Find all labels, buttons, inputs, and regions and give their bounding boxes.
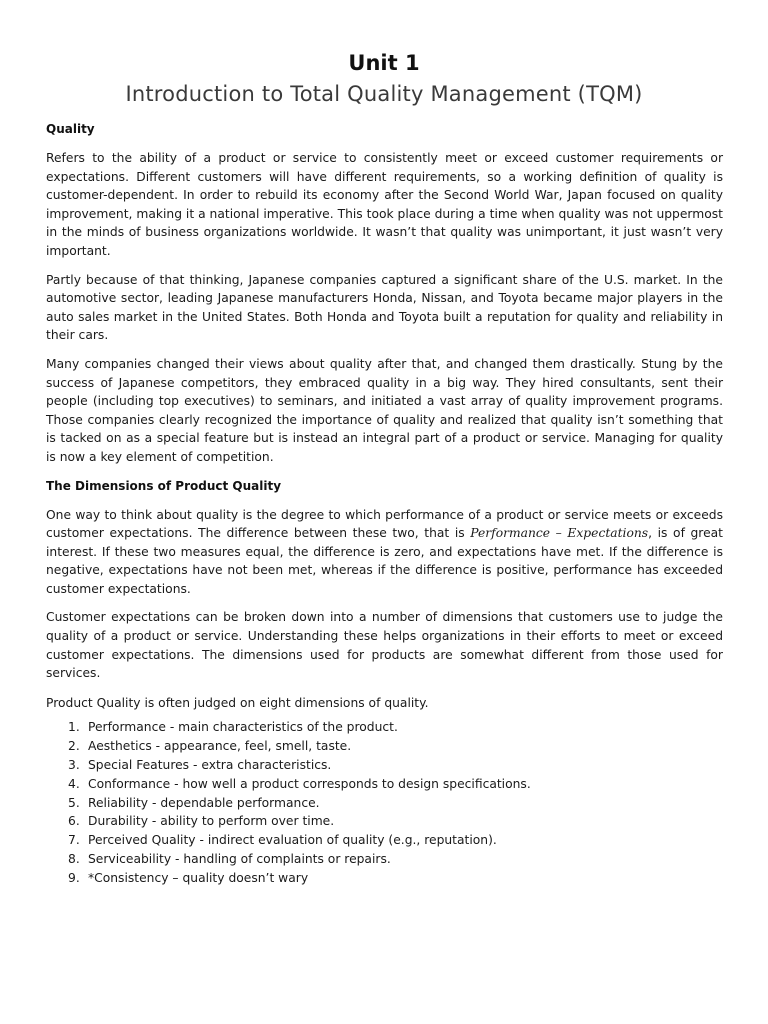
section-heading-dimensions: The Dimensions of Product Quality (46, 478, 282, 493)
unit-heading: Unit 1 (348, 51, 420, 75)
formula-performance-expectations: Performance – Expectations (470, 526, 649, 541)
list-item-number: 8. (68, 852, 80, 867)
list-item-text: Aesthetics - appearance, feel, smell, taste. (88, 739, 352, 754)
list-item-number: 5. (68, 795, 80, 810)
page-title: Introduction to Total Quality Management (TQM) (125, 82, 643, 106)
paragraph-quality-definition: Refers to the ability of a product or service to consistently meet or exceed customer requirements or expectations. Different customers will have different requirements, so a working definition of quality is customer-dependent. In order to rebuild its economy after the Second World War, Japan focused on quality improvement, making it a national imperative. This took place during a time when quality was not uppermost in the minds of business organizations worldwide. It wasn’t that quality was unimportant, it just wasn’t very important. (46, 151, 723, 258)
list-item-number: 6. (68, 814, 80, 829)
list-item (68, 812, 723, 831)
paragraph-performance-expectations (46, 506, 723, 599)
list-item (68, 718, 723, 737)
list-item (68, 831, 723, 850)
list-item-number: 2. (68, 739, 80, 754)
list-item (68, 869, 723, 888)
list-item (68, 794, 723, 813)
list-item-number: 7. (68, 833, 80, 848)
paragraph-text-after-formula: , is of great interest. If these two measures equal, the difference is zero, and expectations have met. If the difference is negative, expectations have not been met, whereas if the difference is positive, performance has exceeded customer expectations. (46, 526, 724, 596)
paragraph-companies-changed: Many companies changed their views about quality after that, and changed them drastically. Stung by the success of Japanese competitors, they embraced quality in a big way. They hired consultants, sent their people (including top executives) to seminars, and initiated a vast array of quality improvement programs. Those companies clearly recognized the importance of quality and realized that quality isn’t something that is tacked on as a special feature but is instead an integral part of a product or service. Managing for quality is now a key element of competition. (46, 356, 723, 464)
list-item-text: Reliability - dependable performance. (88, 795, 320, 810)
list-item-number: 3. (68, 758, 80, 773)
list-item (68, 737, 723, 756)
list-item-text: Special Features - extra characteristics. (88, 758, 332, 773)
list-item-text: *Consistency – quality doesn’t wary (88, 870, 309, 885)
list-intro: Product Quality is often judged on eight dimensions of quality. (46, 695, 429, 710)
document-body (46, 121, 723, 888)
paragraph-customer-expectations: Customer expectations can be broken down into a number of dimensions that customers use to judge the quality of a product or service. Understanding these helps organizations in their efforts to meet or exceed customer expectations. The dimensions used for products are somewhat different from those used for services. (46, 610, 723, 681)
list-item-number: 1. (68, 720, 80, 735)
list-item (68, 850, 723, 869)
list-item-number: 4. (68, 776, 80, 791)
list-item (68, 756, 723, 775)
paragraph-japanese-market: Partly because of that thinking, Japanese companies captured a significant share of the U.S. market. In the automotive sector, leading Japanese manufacturers Honda, Nissan, and Toyota became major players in the auto sales market in the United States. Both Honda and Toyota built a reputation for quality and reliability in their cars. (46, 272, 723, 343)
list-item-text: Serviceability - handling of complaints or repairs. (88, 852, 391, 867)
list-item-number: 9. (68, 870, 80, 885)
list-item-text: Perceived Quality - indirect evaluation of quality (e.g., reputation). (88, 833, 497, 848)
list-item-text: Performance - main characteristics of the product. (88, 720, 398, 735)
dimensions-list (46, 718, 723, 887)
paragraph-text-before-formula: One way to think about quality is the degree to which performance of a product or service meets or exceeds customer expectations. The difference between these two, that is (46, 507, 723, 541)
list-item-text: Durability - ability to perform over time. (88, 814, 335, 829)
section-heading-quality: Quality (46, 122, 95, 136)
list-item-text: Conformance - how well a product corresponds to design specifications. (88, 776, 531, 791)
list-item (68, 775, 723, 794)
